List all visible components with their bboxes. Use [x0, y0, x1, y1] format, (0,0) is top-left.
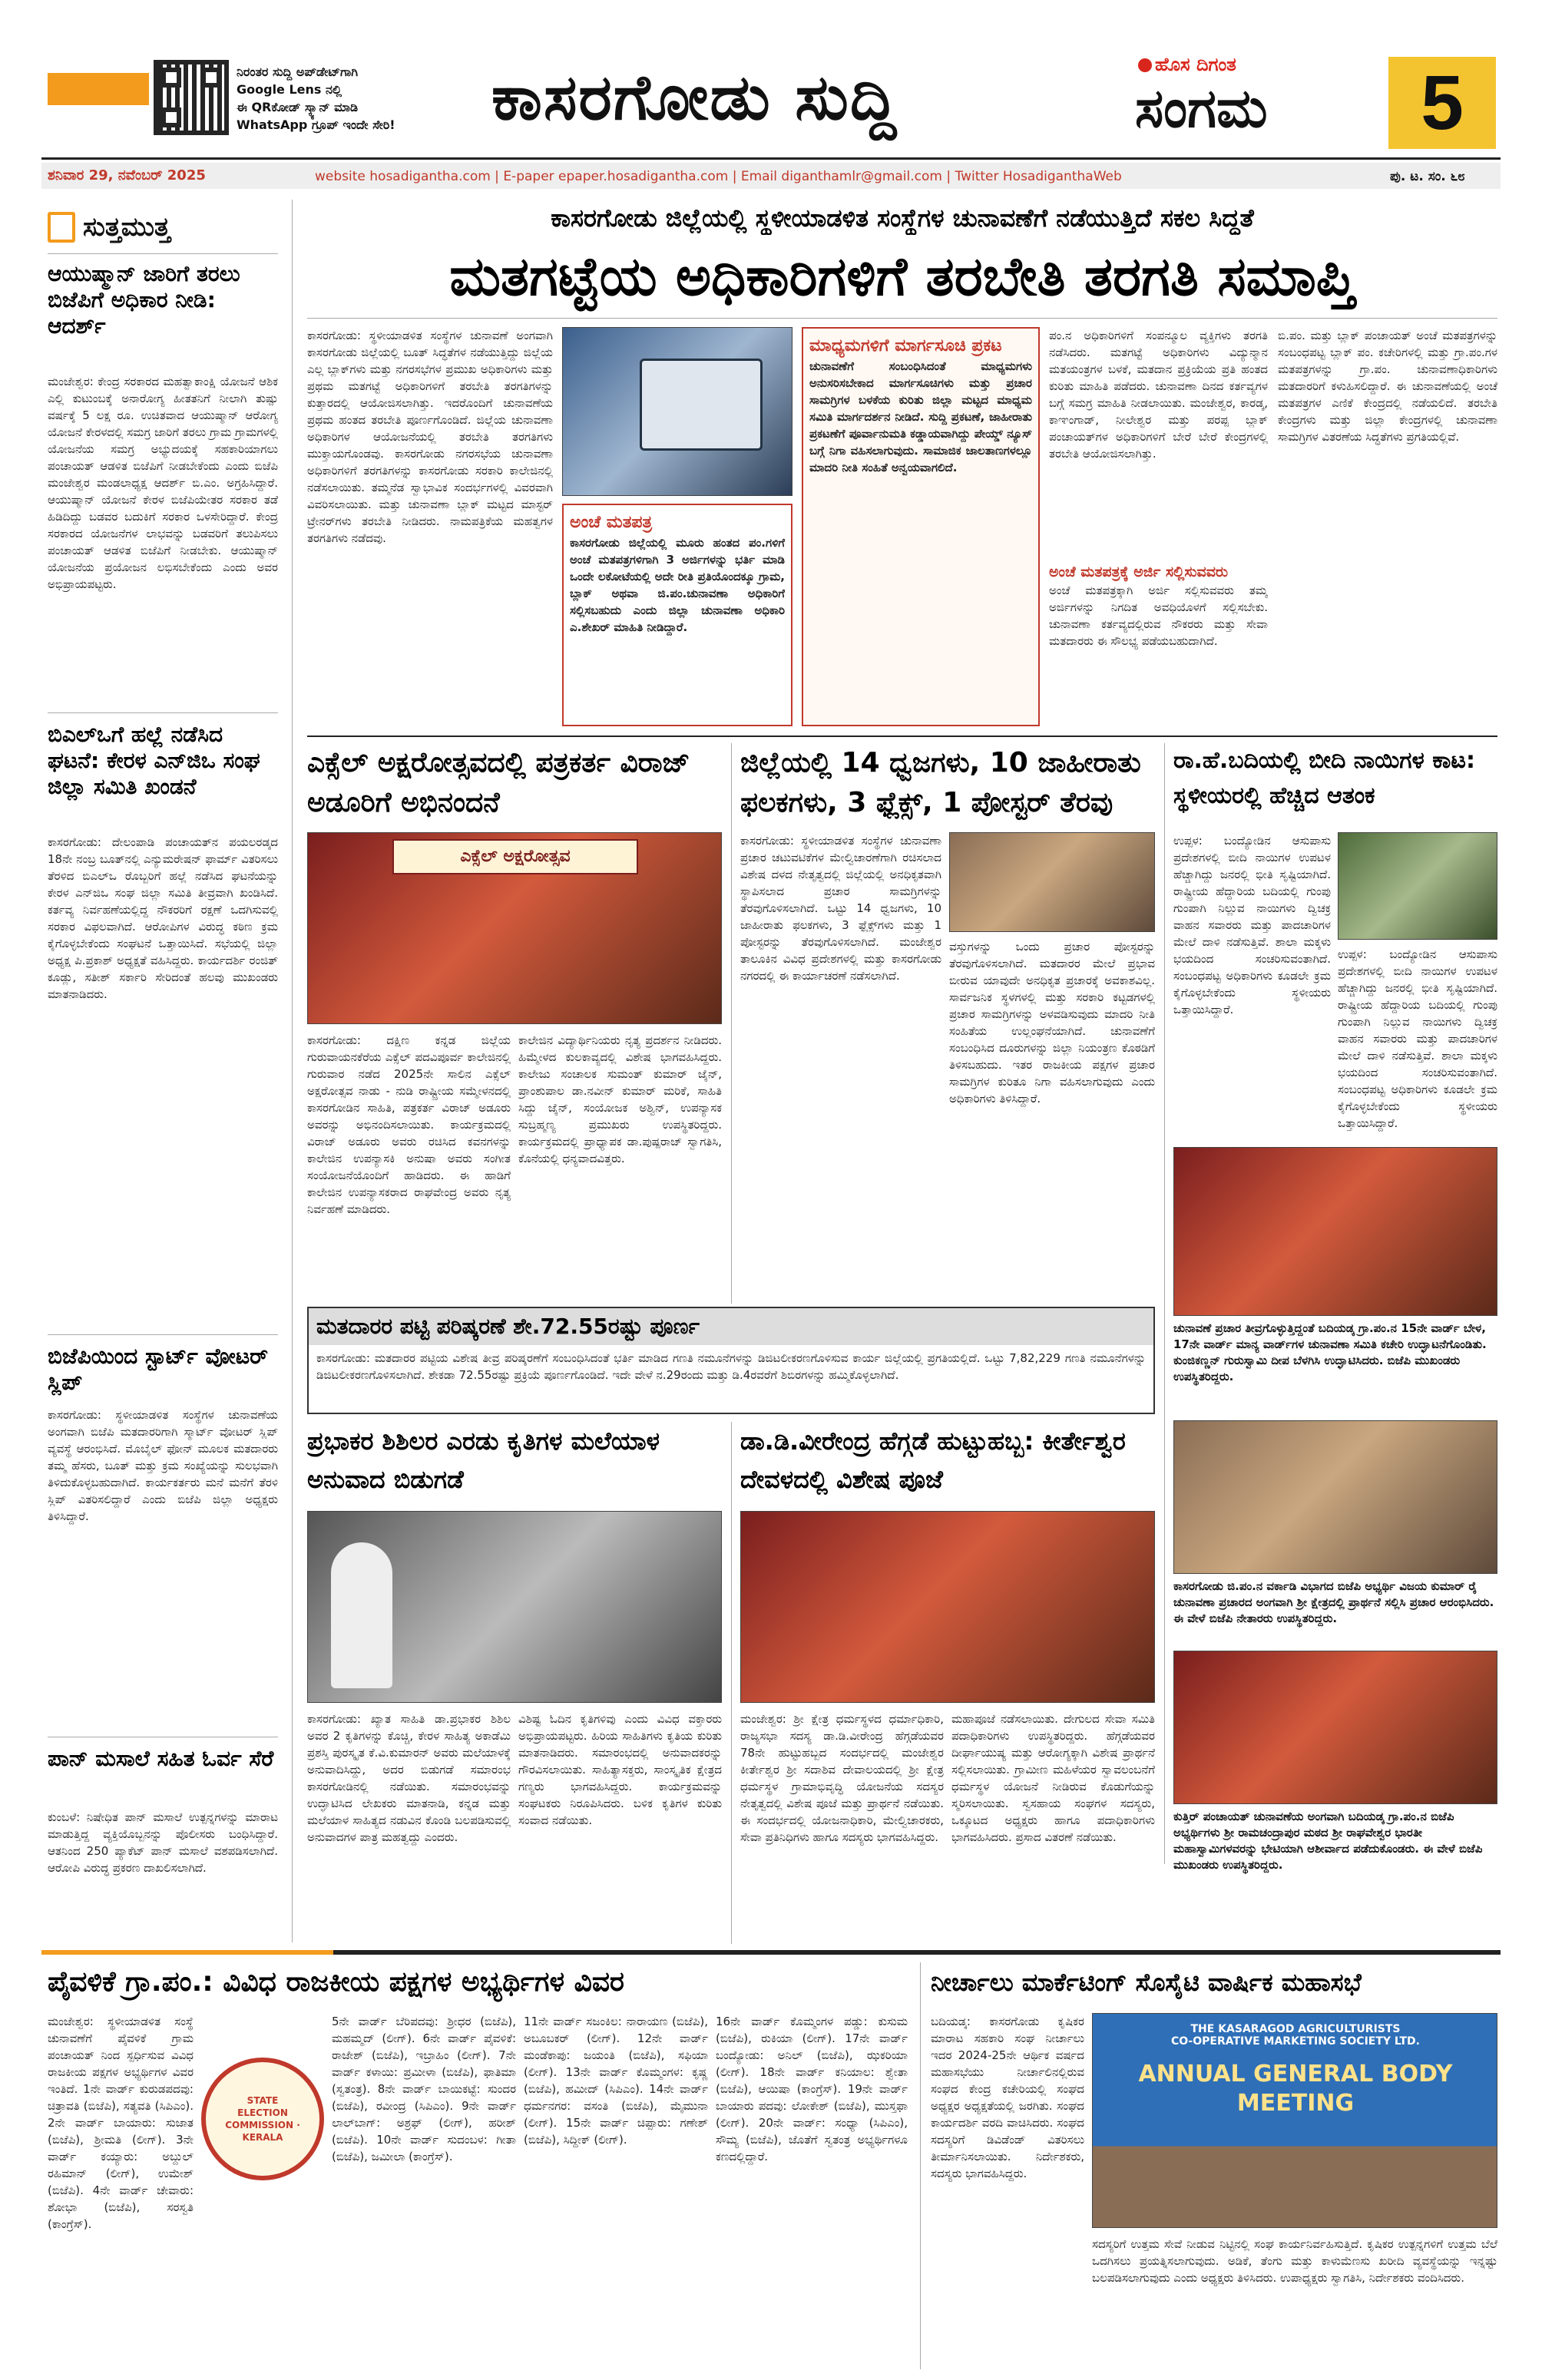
section-label-text: ಸುತ್ತಮುತ್ತ	[83, 212, 170, 243]
story-body: ಕಾಲೇಜಿನ ವಿದ್ಯಾರ್ಥಿನಿಯರು ನೃತ್ಯ ಪ್ರದರ್ಶನ ನೀಡಿದರು. ಹಿಮ್ಮೇಳದ ಕುಲಕಾವ್ಯದಲ್ಲಿ ವಿಶೇಷ ಭಾಗವಹಿಸಿದ್ದರು. ಕಾಲೇಜು ಸಂಚಾಲಕ ಸುಮಂತ್ ಕುಮಾರ್ ಜೈನ್, ಪ್ರಾಂಶುಪಾಲ ಡಾ.ನವೀನ್ ಕುಮಾರ್ ಮರಿಕೆ, ಸಾಹಿತಿ ಸಿದ್ದು ಜೈನ್, ಸಂಯೋಜಕ ಅಶ್ವಿನ್, ಉಪನ್ಯಾಸಕ ಸುಬ್ರಹ್ಮಣ್ಯ ಪ್ರಮುಖರು ಉಪಸ್ಥಿತರಿದ್ದರು. ಕಾರ್ಯಕ್ರಮದಲ್ಲಿ ಪ್ರಾಧ್ಯಾಪಕ ಡಾ.ಪುಷ್ಪರಾಜ್ ಸ್ವಾಗತಿಸಿ, ಕೊನೆಯಲ್ಲಿ ಧನ್ಯವಾದವಿತ್ತರು.	[518, 1033, 722, 1165]
story-headline: ಜಿಲ್ಲೆಯಲ್ಲಿ 14 ಧ್ವಜಗಳು, 10 ಜಾಹೀರಾತು ಫಲಕಗಳು, 3 ಫ್ಲೆಕ್ಸ್, 1 ಪೋಸ್ಟರ್ ತೆರವು	[740, 747, 1141, 818]
award-photo	[307, 832, 722, 1024]
story-headline: ಆಯುಷ್ಮಾನ್ ಜಾರಿಗೆ ತರಲು ಬಿಜೆಪಿಗೆ ಅಧಿಕಾರ ನೀಡಿ: ಆದರ್ಶ್	[48, 261, 240, 339]
story-headline: ಎಕ್ಸೆಲ್ ಅಕ್ಷರೋತ್ಸವದಲ್ಲಿ ಪತ್ರಕರ್ತ ವಿರಾಜ್ ಅಡೂರಿಗೆ ಅಭಿನಂದನೆ	[307, 747, 690, 818]
book-icon	[48, 212, 75, 243]
column-divider	[731, 1422, 732, 1944]
postal-applicants-box	[1049, 562, 1268, 726]
story-body: ಮಂಜೇಶ್ವರ: ಕೇಂದ್ರ ಸರಕಾರದ ಮಹತ್ವಾಕಾಂಕ್ಷಿ ಯೋಜನೆ ಆಶಿಕ ಎಲ್ಲಿ ಕುಟುಂಬಕ್ಕೆ ಅನಾರೋಗ್ಯ ಹೀತತನಿಗೆ ನೀಲಾಗಿ ತುಷ್ಪು ವರ್ಷಕ್ಕೆ 5 ಲಕ್ಷ ರೂ. ಉಚಿತವಾದ ಆಯುಷ್ಮಾನ್ ಆರೋಗ್ಯ ಯೋಜನೆ ಕೇರಳದಲ್ಲಿ ಸಮಗ್ರ ಜಾರಿಗೆ ತರಲು ಗ್ರಾಮ ಗ್ರಾಮಗಳಲ್ಲಿ ಯೋಜನೆಯ ಸಮಗ್ರ ಅಭ್ಯುದಯಕ್ಕೆ ಸಹಕಾರಿಯಾಗಲು ಪಂಚಾಯತ್ ಆಡಳಿತ ಬಿಜೆಪಿಗೆ ನೀಡಬೇಕೆಂದು ಎಂದು ಬಿಜೆಪಿ ಮಂಜೇಶ್ವರ ಮಂಡಲಾಧ್ಯಕ್ಷ ಆದರ್ಶ್ ಬಿ.ಎಂ. ಅಗ್ರಹಿಸಿದ್ದಾರೆ. ಆಯುಷ್ಮಾನ್ ಯೋಜನೆ ಕೇರಳ ಬಿಜೆಪಿಯೇತರ ಸರಕಾರ ತಡೆ ಹಿಡಿದಿದ್ದು ಬಡವರ ಬದುಕಿಗೆ ಸರಕಾರ ಒಳಸೇರಿದ್ದಾರೆ. ಕೇಂದ್ರ ಸರಕಾರದ ಯೋಜನೆಗಳ ಲಾಭವನ್ನು ಬಡವರಿಗೆ ತಲುಪಿಸಲು ಪಂಚಾಯತ್ ಆಡಳಿತ ಬಿಜೆಪಿಗೆ ನೀಡಬೇಕು. ಆಯುಷ್ಮಾನ್ ಯೋಜನೆಯ ಪ್ರಯೋಜನ ಲಭಿಸಬೇಕೆಂದು ಎಂದು ಅವರ ಅಭಿಪ್ರಾಯಪಟ್ಟರು.	[48, 375, 278, 591]
box-title: ಅಂಚೆ ಮತಪತ್ರಕ್ಕೆ ಅರ್ಜಿ ಸಲ್ಲಿಸುವವರು	[1049, 564, 1229, 580]
box-title: ಮಾಧ್ಯಮಗಳಿಗೆ ಮಾರ್ಗಸೂಚಿ ಪ್ರಕಟ	[809, 336, 1002, 355]
story-body: ಉಪ್ಪಳ: ಬಂದ್ಯೋಡಿನ ಆಸುಪಾಸು ಪ್ರದೇಶಗಳಲ್ಲಿ ಬೀದಿ ನಾಯಿಗಳ ಉಪಟಳ ಹೆಚ್ಚಾಗಿದ್ದು ಜನರಲ್ಲಿ ಭೀತಿ ಸೃಷ್ಟಿಯಾಗಿದೆ. ರಾಷ್ಟ್ರೀಯ ಹೆದ್ದಾರಿಯ ಬದಿಯಲ್ಲಿ ಗುಂಪು ಗುಂಪಾಗಿ ನಿಲ್ಲುವ ನಾಯಿಗಳು ದ್ವಿಚಕ್ರ ವಾಹನ ಸವಾರರು ಮತ್ತು ಪಾದಚಾರಿಗಳ ಮೇಲೆ ದಾಳಿ ನಡೆಸುತ್ತಿವೆ. ಶಾಲಾ ಮಕ್ಕಳು ಭಯದಿಂದ ಸಂಚರಿಸುವಂತಾಗಿದೆ. ಸಂಬಂಧಪಟ್ಟ ಅಧಿಕಾರಿಗಳು ಕೂಡಲೇ ಕ್ರಮ ಕೈಗೊಳ್ಳಬೇಕೆಂದು ಸ್ಥಳೀಯರು ಒತ್ತಾಯಿಸಿದ್ದಾರೆ.	[1173, 834, 1331, 1016]
section-label	[48, 207, 278, 247]
photo-caption: ಚುನಾವಣೆ ಪ್ರಚಾರ ತೀವ್ರಗೊಳ್ಳುತ್ತಿದ್ದಂತೆ ಬದಿಯಡ್ಕ ಗ್ರಾ.ಪಂ.ನ 15ನೇ ವಾರ್ಡ್ ಬೇಳ, 17ನೇ ವಾರ್ಡ್ ಮಾನ್ಯ ವಾರ್ಡ್‌ಗಳ ಚುನಾವಣಾ ಸಮಿತಿ ಕಚೇರಿ ಉದ್ಘಾಟನೆಗೊಂಡಿತು. ಕುಂಜಿಕಣ್ಣನ್ ಗುರುಸ್ವಾಮಿ ದೀಪ ಬೆಳಗಿಸಿ ಉದ್ಘಾಟಿಸಿದರು. ಬಿಜೆಪಿ ಮುಖಂಡರು ಉಪಸ್ಥಿತರಿದ್ದರು.	[1173, 1321, 1487, 1383]
event-banner	[392, 839, 638, 874]
evm-photo	[562, 327, 793, 496]
box-body: ಚುನಾವಣೆಗೆ ಸಂಬಂಧಿಸಿದಂತೆ ಮಾಧ್ಯಮಗಳು ಅನುಸರಿಸಬೇಕಾದ ಮಾರ್ಗಸೂಚಿಗಳು ಮತ್ತು ಪ್ರಚಾರ ಸಾಮಗ್ರಿಗಳ ಬಳಕೆಯ ಕುರಿತು ಜಿಲ್ಲಾ ಮಟ್ಟದ ಮಾಧ್ಯಮ ಸಮಿತಿ ಮಾರ್ಗದರ್ಶನ ನೀಡಿದೆ. ಸುದ್ದಿ ಪ್ರಕಟಣೆ, ಜಾಹೀರಾತು ಪ್ರಕಟಣೆಗೆ ಪೂರ್ವಾನುಮತಿ ಕಡ್ಡಾಯವಾಗಿದ್ದು ಪೇಯ್ಡ್ ನ್ಯೂಸ್ ಬಗ್ಗೆ ನಿಗಾ ವಹಿಸಲಾಗುವುದು. ಸಾಮಾಜಿಕ ಜಾಲತಾಣಗಳಲ್ಲೂ ಮಾದರಿ ನೀತಿ ಸಂಹಿತೆ ಅನ್ವಯವಾಗಲಿದೆ.	[809, 359, 1032, 474]
postal-ballot-box	[562, 504, 793, 726]
election-commission-seal	[201, 2058, 324, 2180]
seal-text: STATE ELECTION COMMISSION · KERALA	[225, 2095, 300, 2143]
story-headline: ರಾ.ಹೆ.ಬದಿಯಲ್ಲಿ ಬೀದಿ ನಾಯಿಗಳ ಕಾಟ: ಸ್ಥಳೀಯರಲ್ಲಿ ಹೆಚ್ಚಿದ ಆತಂಕ	[1173, 747, 1475, 809]
masthead-orange-block	[48, 73, 149, 105]
temple-photo	[740, 1511, 1155, 1703]
census-body: ಕಾಸರಗೋಡು: ಮತದಾರರ ಪಟ್ಟಿಯ ವಿಶೇಷ ತೀವ್ರ ಪರಿಷ್ಕರಣೆಗೆ ಸಂಬಂಧಿಸಿದಂತೆ ಭರ್ತಿ ಮಾಡಿದ ಗಣತಿ ನಮೂನೆಗಳನ್ನು ಡಿಜಿಟಲೀಕರಣಗೊಳಿಸುವ ಕಾರ್ಯ ಜಿಲ್ಲೆಯಲ್ಲಿ ಪ್ರಗತಿಯಲ್ಲಿದೆ. ಒಟ್ಟು 7,82,229 ಗಣತಿ ನಮೂನೆಗಳನ್ನು ಡಿಜಿಟಲೀಕರಣಗೊಳಿಸಲಾಗಿದೆ. ಶೇಕಡಾ 72.55ರಷ್ಟು ಪ್ರಕ್ರಿಯೆ ಪೂರ್ಣಗೊಂಡಿದೆ. ಇದೇ ವೇಳೆ ನ.29ರಂದು ಮತ್ತು ಡಿ.4ರವರೆಗೆ ಶಿಬಿರಗಳನ್ನು ಹಮ್ಮಿಕೊಳ್ಳಲಾಗಿದೆ.	[316, 1351, 1146, 1382]
story-headline: ಬಿಎಲ್‌ಒಗೆ ಹಲ್ಲೆ ನಡೆಸಿದ ಘಟನೆ: ಕೇರಳ ಎನ್‌ಜಿಒ ಸಂಘ ಜಿಲ್ಲಾ ಸಮಿತಿ ಖಂಡನೆ	[48, 722, 260, 799]
story-body: ಬದಿಯಡ್ಕ: ಕಾಸರಗೋಡು ಕೃಷಿಕರ ಮಾರಾಟ ಸಹಕಾರಿ ಸಂಘ ನೀರ್ಚಾಲು ಇದರ 2024-25ನೇ ಆರ್ಥಿಕ ವರ್ಷದ ಮಹಾಸಭೆಯು ನೀರ್ಚಾಲಿನಲ್ಲಿರುವ ಸಂಘದ ಕೇಂದ್ರ ಕಚೇರಿಯಲ್ಲಿ ಸಂಘದ ಅಧ್ಯಕ್ಷರ ಅಧ್ಯಕ್ಷತೆಯಲ್ಲಿ ಜರಗಿತು. ಸಂಘದ ಕಾರ್ಯದರ್ಶಿ ವರದಿ ವಾಚಿಸಿದರು. ಸಂಘದ ಸದಸ್ಯರಿಗೆ ಡಿವಿಡೆಂಡ್ ವಿತರಿಸಲು ತೀರ್ಮಾನಿಸಲಾಯಿತು. ನಿರ್ದೇಶಕರು, ಸದಸ್ಯರು ಭಾಗವಹಿಸಿದ್ದರು.	[931, 2015, 1084, 2180]
column-divider	[292, 200, 293, 1942]
story-body: ಕಾಸರಗೋಡು: ದೇಲಂಪಾಡಿ ಪಂಚಾಯತ್‌ನ ಪಯಲರಡ್ಕದ 18ನೇ ನಂಬ್ರ ಬೂತ್‌ನಲ್ಲಿ ಎನ್ಯುಮರೇಷನ್ ಫಾರ್ಮ್ ವಿತರಿಸಲು ತೆರಳಿದ ಬಿಎಲ್‌ಒ ರೊಬ್ಬರಿಗೆ ಹಲ್ಲೆ ನಡೆಸಿದ ಘಟನೆಯನ್ನು ಕೇರಳ ಎನ್‌ಜಿಒ ಸಂಘ ಜಿಲ್ಲಾ ಸಮಿತಿ ತೀವ್ರವಾಗಿ ಖಂಡಿಸಿದೆ. ಕರ್ತವ್ಯ ನಿರ್ವಹಣೆಯಲ್ಲಿದ್ದ ನೌಕರರಿಗೆ ರಕ್ಷಣೆ ಒದಗಿಸುವಲ್ಲಿ ಸರಕಾರ ವಿಫಲವಾಗಿದೆ. ಆರೋಪಿಗಳ ವಿರುದ್ಧ ಕಠಿಣ ಕ್ರಮ ಕೈಗೊಳ್ಳಬೇಕೆಂದು ಸಂಘಟನೆ ಒತ್ತಾಯಿಸಿದೆ. ಸಭೆಯಲ್ಲಿ ಜಿಲ್ಲಾ ಅಧ್ಯಕ್ಷ ಪಿ.ಪ್ರಕಾಶ್ ಅಧ್ಯಕ್ಷತೆ ವಹಿಸಿದ್ದರು. ಕಾರ್ಯದರ್ಶಿ ರಂಜಿತ್ ಕೂಡ್ಲು, ಸತೀಶ್ ಸರ್ಕಾರಿ ಸೇರಿದಂತೆ ಹಲವು ಮುಖಂಡರು ಮಾತನಾಡಿದರು.	[48, 835, 278, 1001]
story-body	[1338, 946, 1497, 1139]
story-body: ಕಾಸರಗೋಡು: ದಕ್ಷಿಣ ಕನ್ನಡ ಜಿಲ್ಲೆಯ ಗುರುವಾಯನಕೆರೆಯ ಎಕ್ಸೆಲ್ ಪದವಿಪೂರ್ವ ಕಾಲೇಜಿನಲ್ಲಿ ಗುರುವಾರ ನಡೆದ 2025ನೇ ಸಾಲಿನ ಎಕ್ಸೆಲ್ ಅಕ್ಷರೋತ್ಸವ ನಾಡು - ನುಡಿ ರಾಷ್ಟ್ರೀಯ ಸಮ್ಮೇಳನದಲ್ಲಿ ಕಾಸರಗೋಡಿನ ಸಾಹಿತಿ, ಪತ್ರಕರ್ತ ವಿರಾಜ್ ಅಡೂರು ಅವರನ್ನು ಅಭಿನಂದಿಸಲಾಯಿತು. ಕಾರ್ಯಕ್ರಮದಲ್ಲಿ ವಿರಾಜ್ ಅಡೂರು ಅವರು ರಚಿಸಿದ ಕವನಗಳನ್ನು ಕಾಲೇಜಿನ ಉಪನ್ಯಾಸಕಿ ಅನುಷಾ ಅವರು ಸಂಗೀತ ಸಂಯೋಜನೆಯೊಂದಿಗೆ ಹಾಡಿದರು. ಈ ಹಾಡಿಗೆ ಕಾಲೇಜಿನ ಉಪನ್ಯಾಸಕರಾದ ರಾಘವೇಂದ್ರ ಅವರು ನೃತ್ಯ ನಿರ್ವಹಣೆ ಮಾಡಿದರು.	[307, 1033, 511, 1216]
story-body: ಕಾಸರಗೋಡು: ಖ್ಯಾತ ಸಾಹಿತಿ ಡಾ.ಪ್ರಭಾಕರ ಶಿಶಿಲ ಅವರ 2 ಕೃತಿಗಳನ್ನು ಕೊಚ್ಚಿ, ಕೇರಳ ಸಾಹಿತ್ಯ ಅಕಾಡೆಮಿ ಪ್ರಶಸ್ತಿ ಪುರಸ್ಕೃತ ಕೆ.ವಿ.ಕುಮಾರನ್ ಅವರು ಮಲೆಯಾಳಕ್ಕೆ ಅನುವಾದಿಸಿದ್ದು, ಅದರ ಬಿಡುಗಡೆ ಸಮಾರಂಭ ಕಾಸರಗೋಡಿನಲ್ಲಿ ನಡೆಯಿತು. ಸಮಾರಂಭವನ್ನು ಉದ್ಘಾಟಿಸಿದ ಲೇಖಕರು ಮಾತನಾಡಿ, ಕನ್ನಡ ಮತ್ತು ಮಲೆಯಾಳ ಸಾಹಿತ್ಯದ ನಡುವಿನ ಕೊಂಡಿ ಬಲಪಡಿಸುವಲ್ಲಿ ಅನುವಾದಗಳ ಪಾತ್ರ ಮಹತ್ವದ್ದು ಎಂದರು.	[307, 1712, 511, 1844]
flags-photo	[949, 832, 1155, 932]
story-body: 11ನೇ ವಾರ್ಡ್ ಸಜಂಕಿಲ: ನಾರಾಯಣ (ಬಿಜೆಪಿ), ಅಬೂಬಕರ್ (ಲೀಗ್). 12ನೇ ವಾರ್ಡ್ ಮಂಡೆಕಾಪು: ಜಯಂತಿ (ಬಿಜೆಪಿ), ಸಫಿಯಾ (ಲೀಗ್). 13ನೇ ವಾರ್ಡ್ ಕೊಮ್ಮಂಗಳ: ಕೃಷ್ಣ (ಬಿಜೆಪಿ), ಹಮೀದ್ (ಸಿಪಿಎಂ). 14ನೇ ವಾರ್ಡ್ ಧರ್ಮನಗರ: ವಸಂತಿ (ಬಿಜೆಪಿ), ಮೈಮುನಾ (ಲೀಗ್). 15ನೇ ವಾರ್ಡ್ ಚಿಪ್ಪಾರು: ಗಣೇಶ್ (ಬಿಜೆಪಿ), ಸಿದ್ದೀಕ್ (ಲೀಗ್).	[524, 2015, 708, 2147]
photo-caption: ಕಾಸರಗೋಡು ಜಿ.ಪಂ.ನ ವರ್ಕಾಡಿ ವಿಭಾಗದ ಬಿಜೆಪಿ ಅಭ್ಯರ್ಥಿ ವಿಜಯ ಕುಮಾರ್ ರೈ ಚುನಾವಣಾ ಪ್ರಚಾರದ ಅಂಗವಾಗಿ ಶ್ರೀ ಕ್ಷೇತ್ರದಲ್ಲಿ ಪ್ರಾರ್ಥನೆ ಸಲ್ಲಿಸಿ ಪ್ರಚಾರ ಆರಂಭಿಸಿದರು. ಈ ವೇಳೆ ಬಿಜೆಪಿ ನೇತಾರರು ಉಪಸ್ಥಿತರಿದ್ದರು.	[1173, 1579, 1494, 1625]
evm-machine	[640, 359, 763, 451]
divider	[48, 712, 278, 713]
agm-banner-line: THE KASARAGOD AGRICULTURISTS	[1190, 2023, 1401, 2035]
page-number: 5	[1421, 59, 1464, 146]
divider	[48, 253, 278, 254]
story-body: ವಸ್ತುಗಳನ್ನು ಒಂದು ಪ್ರಚಾರ ಪೋಸ್ಟರನ್ನು ತೆರವುಗೊಳಿಸಲಾಗಿದೆ. ಮತದಾರರ ಮೇಲೆ ಪ್ರಭಾವ ಬೀರುವ ಯಾವುದೇ ಅನಧಿಕೃತ ಪ್ರಚಾರಕ್ಕೆ ಅವಕಾಶವಿಲ್ಲ. ಸಾರ್ವಜನಿಕ ಸ್ಥಳಗಳಲ್ಲಿ ಮತ್ತು ಸರಕಾರಿ ಕಟ್ಟಡಗಳಲ್ಲಿ ಪ್ರಚಾರ ಸಾಮಗ್ರಿಗಳನ್ನು ಅಳವಡಿಸುವುದು ಮಾದರಿ ನೀತಿ ಸಂಹಿತೆಯ ಉಲ್ಲಂಘನೆಯಾಗಿದೆ. ಚುನಾವಣೆಗೆ ಸಂಬಂಧಿಸಿದ ದೂರುಗಳನ್ನು ಜಿಲ್ಲಾ ನಿಯಂತ್ರಣ ಕೊಠಡಿಗೆ ತಿಳಿಸಬಹುದು. ಇತರ ರಾಜಕೀಯ ಪಕ್ಷಗಳ ಪ್ರಚಾರ ಸಾಮಗ್ರಿಗಳ ಕುರಿತೂ ನಿಗಾ ವಹಿಸಲಾಗುವುದು ಎಂದು ಅಧಿಕಾರಿಗಳು ತಿಳಿಸಿದ್ದಾರೆ.	[949, 940, 1155, 1106]
campaign-office-photo	[1173, 1147, 1497, 1316]
story-headline: ಪೈವಳಿಕೆ ಗ್ರಾ.ಪಂ.: ವಿವಿಧ ರಾಜಕೀಯ ಪಕ್ಷಗಳ ಅಭ್ಯರ್ಥಿಗಳ ವಿವರ	[48, 1966, 624, 1998]
story-body: ಕಾಸರಗೋಡು: ಸ್ಥಳೀಯಾಡಳಿತ ಸಂಸ್ಥೆಗಳ ಚುನಾವಣಾ ಪ್ರಚಾರ ಚಟುವಟಿಕೆಗಳ ಮೇಲ್ವಿಚಾರಣೆಗಾಗಿ ರಚಿಸಲಾದ ವಿಶೇಷ ದಳದ ನೇತೃತ್ವದಲ್ಲಿ ಜಿಲ್ಲೆಯಲ್ಲಿ ಅನಧಿಕೃತವಾಗಿ ಸ್ಥಾಪಿಸಲಾದ ಪ್ರಚಾರ ಸಾಮಗ್ರಿಗಳನ್ನು ತೆರವುಗೊಳಿಸಲಾಗಿದೆ. ಒಟ್ಟು 14 ಧ್ವಜಗಳು, 10 ಜಾಹೀರಾತು ಫಲಕಗಳು, 3 ಫ್ಲೆಕ್ಸ್‌ಗಳು ಮತ್ತು 1 ಪೋಸ್ಟರನ್ನು ತೆರವುಗೊಳಿಸಲಾಗಿದೆ. ಮಂಜೇಶ್ವರ ತಾಲೂಕಿನ ವಿವಿಧ ಪ್ರದೇಶಗಳಲ್ಲಿ ಮತ್ತು ಕಾಸರಗೋಡು ನಗರದಲ್ಲಿ ಈ ಕಾರ್ಯಾಚರಣೆ ನಡೆಸಲಾಗಿದೆ.	[740, 834, 941, 983]
story-body: ಕಾಸರಗೋಡು: ಸ್ಥಳೀಯಾಡಳಿತ ಸಂಸ್ಥೆಗಳ ಚುನಾವಣೆಯ ಅಂಗವಾಗಿ ಬಿಜೆಪಿ ಮತದಾರರಿಗಾಗಿ ಸ್ಮಾರ್ಟ್ ವೋಟರ್ ಸ್ಲಿಪ್ ವ್ಯವಸ್ಥೆ ಆರಂಭಿಸಿದೆ. ಮೊಬೈಲ್ ಫೋನ್ ಮೂಲಕ ಮತದಾರರು ತಮ್ಮ ಹೆಸರು, ಬೂತ್ ಮತ್ತು ಕ್ರಮ ಸಂಖ್ಯೆಯನ್ನು ಸುಲಭವಾಗಿ ತಿಳಿದುಕೊಳ್ಳಬಹುದಾಗಿದೆ. ಕಾರ್ಯಕರ್ತರು ಮನೆ ಮನೆಗೆ ತೆರಳಿ ಸ್ಲಿಪ್ ವಿತರಿಸಲಿದ್ದಾರೆ ಎಂದು ಬಿಜೆಪಿ ಜಿಲ್ಲಾ ಅಧ್ಯಕ್ಷರು ತಿಳಿಸಿದ್ದಾರೆ.	[48, 1408, 278, 1523]
story-body: 16ನೇ ವಾರ್ಡ್ ಕೊಮ್ಮಂಗಳ ಪಡ್ಡು: ಕುಸುಮ (ಬಿಜೆಪಿ), ರುಕಿಯಾ (ಲೀಗ್). 17ನೇ ವಾರ್ಡ್ ಬಂದ್ಯೋಡು: ಅನಿಲ್ (ಬಿಜೆಪಿ), ಝಕರಿಯಾ (ಲೀಗ್). 18ನೇ ವಾರ್ಡ್ ಕನಿಯಾಲ: ಶ್ವೇತಾ (ಬಿಜೆಪಿ), ಆಯಿಷಾ (ಕಾಂಗ್ರೆಸ್). 19ನೇ ವಾರ್ಡ್ ಬಾಯಾರು ಪದವು: ಲೋಕೇಶ್ (ಬಿಜೆಪಿ), ಮುಸ್ತಫಾ (ಲೀಗ್). 20ನೇ ವಾರ್ಡ್: ಸಂಧ್ಯಾ (ಸಿಪಿಎಂ), ಸೌಮ್ಯ (ಬಿಜೆಪಿ), ಜೊತೆಗೆ ಸ್ವತಂತ್ರ ಅಭ್ಯರ್ಥಿಗಳೂ ಕಣದಲ್ಲಿದ್ದಾರೆ.	[716, 2015, 908, 2163]
column-divider	[1164, 743, 1165, 1864]
story-headline: ಡಾ.ಡಿ.ವೀರೇಂದ್ರ ಹೆಗ್ಗಡೆ ಹುಟ್ಟುಹಬ್ಬ: ಕೀರ್ತೇಶ್ವರ ದೇವಳದಲ್ಲಿ ವಿಶೇಷ ಪೂಜೆ	[740, 1426, 1126, 1494]
book-release-photo	[307, 1511, 722, 1703]
speaker-figure	[331, 1542, 392, 1688]
swamiji-visit-photo	[1173, 1651, 1497, 1804]
masthead-rule	[41, 157, 1501, 160]
divider	[48, 1334, 278, 1335]
masthead-title: ಕಾಸರಗೋಡು ಸುದ್ದಿ	[491, 61, 898, 134]
masthead-date: ಶನಿವಾರ 29, ನವೆಂಬರ್ 2025	[48, 167, 206, 183]
census-headline: ಮತದಾರರ ಪಟ್ಟಿ ಪರಿಷ್ಕರಣೆ ಶೇ.72.55ರಷ್ಟು ಪೂರ್ಣ	[309, 1308, 1153, 1345]
qr-note-line: ನಿರಂತರ ಸುದ್ದಿ ಅಪ್‌ಡೇಟ್‌ಗಾಗಿ	[237, 64, 359, 79]
brand-icon	[1138, 58, 1152, 72]
qr-code[interactable]	[154, 60, 229, 135]
agm-banner-line: CO-OPERATIVE MARKETING SOCIETY LTD.	[1170, 2035, 1421, 2048]
brand-name: ಸಂಗಮ	[1135, 76, 1268, 140]
agm-banner-title: ANNUAL GENERAL BODY MEETING	[1138, 2061, 1453, 2117]
lead-body: ಪಂ.ನ ಅಧಿಕಾರಿಗಳಿಗೆ ಸಂಪನ್ಮೂಲ ವ್ಯಕ್ತಿಗಳು ತರಗತಿ ನಡೆಸಿದರು. ಮತಗಟ್ಟೆ ಅಧಿಕಾರಿಗಳು ವಿದ್ಯುನ್ಮಾನ ಮತಯಂತ್ರಗಳ ಬಳಕೆ, ಮತದಾನ ಪ್ರಕ್ರಿಯೆಯ ಪ್ರತಿ ಹಂತದ ಕುರಿತು ಮಾಹಿತಿ ಪಡೆದರು. ಚುನಾವಣಾ ದಿನದ ಕರ್ತವ್ಯಗಳ ಬಗ್ಗೆ ಸಮಗ್ರ ಮಾಹಿತಿ ನೀಡಲಾಯಿತು. ಮಂಜೇಶ್ವರ, ಕಾರಡ್ಕ, ಕಾಞಂಗಾಡ್, ನೀಲೇಶ್ವರ ಮತ್ತು ಪರಪ್ಪ ಬ್ಲಾಕ್ ಪಂಚಾಯತ್‌ಗಳ ಅಧಿಕಾರಿಗಳಿಗೆ ಬೇರೆ ಬೇರೆ ಕೇಂದ್ರಗಳಲ್ಲಿ ತರಬೇತಿ ಆಯೋಜಿಸಲಾಗಿತ್ತು.	[1049, 329, 1268, 461]
media-guidelines-box	[802, 327, 1040, 726]
story-body: ಮಹಾಪೂಜೆ ನಡೆಸಲಾಯಿತು. ದೇಗುಲದ ಸೇವಾ ಸಮಿತಿ ಪದಾಧಿಕಾರಿಗಳು ಉಪಸ್ಥಿತರಿದ್ದರು. ಹೆಗ್ಗಡೆಯವರ ದೀರ್ಘಾಯುಷ್ಯ ಮತ್ತು ಆರೋಗ್ಯಕ್ಕಾಗಿ ವಿಶೇಷ ಪ್ರಾರ್ಥನೆ ಸಲ್ಲಿಸಲಾಯಿತು. ಗ್ರಾಮೀಣ ಮಹಿಳೆಯರ ಸ್ವಾವಲಂಬನೆಗೆ ಧರ್ಮಸ್ಥಳ ಯೋಜನೆ ನೀಡಿರುವ ಕೊಡುಗೆಯನ್ನು ಸ್ಮರಿಸಲಾಯಿತು. ಸ್ವಸಹಾಯ ಸಂಘಗಳ ಸದಸ್ಯರು, ಒಕ್ಕೂಟದ ಅಧ್ಯಕ್ಷರು ಹಾಗೂ ಪದಾಧಿಕಾರಿಗಳು ಭಾಗವಹಿಸಿದರು. ಪ್ರಸಾದ ವಿತರಣೆ ನಡೆಯಿತು.	[951, 1712, 1155, 1844]
photo-caption: ಕುತ್ತಿರ್ ಪಂಚಾಯತ್ ಚುನಾವಣೆಯ ಅಂಗವಾಗಿ ಬದಿಯಡ್ಕ ಗ್ರಾ.ಪಂ.ನ ಬಿಜೆಪಿ ಅಭ್ಯರ್ಥಿಗಳು ಶ್ರೀ ರಾಮಚಂದ್ರಾಪುರ ಮಠದ ಶ್ರೀ ರಾಘವೇಶ್ವರ ಭಾರತೀ ಮಹಾಸ್ವಾಮಿಗಳವರನ್ನು ಭೇಟಿಯಾಗಿ ಆಶೀರ್ವಾದ ಪಡೆದುಕೊಂಡರು. ಈ ವೇಳೆ ಬಿಜೆಪಿ ಮುಖಂಡರು ಉಪಸ್ಥಿತರಿದ್ದರು.	[1173, 1810, 1483, 1872]
story-body-cont: ಉಪ್ಪಳ: ಬಂದ್ಯೋಡಿನ ಆಸುಪಾಸು ಪ್ರದೇಶಗಳಲ್ಲಿ ಬೀದಿ ನಾಯಿಗಳ ಉಪಟಳ ಹೆಚ್ಚಾಗಿದ್ದು ಜನರಲ್ಲಿ ಭೀತಿ ಸೃಷ್ಟಿಯಾಗಿದೆ. ರಾಷ್ಟ್ರೀಯ ಹೆದ್ದಾರಿಯ ಬದಿಯಲ್ಲಿ ಗುಂಪು ಗುಂಪಾಗಿ ನಿಲ್ಲುವ ನಾಯಿಗಳು ದ್ವಿಚಕ್ರ ವಾಹನ ಸವಾರರು ಮತ್ತು ಪಾದಚಾರಿಗಳ ಮೇಲೆ ದಾಳಿ ನಡೆಸುತ್ತಿವೆ. ಶಾಲಾ ಮಕ್ಕಳು ಭಯದಿಂದ ಸಂಚರಿಸುವಂತಾಗಿದೆ. ಸಂಬಂಧಪಟ್ಟ ಅಧಿಕಾರಿಗಳು ಕೂಡಲೇ ಕ್ರಮ ಕೈಗೊಳ್ಳಬೇಕೆಂದು ಸ್ಥಳೀಯರು ಒತ್ತಾಯಿಸಿದ್ದಾರೆ.	[1338, 947, 1497, 1130]
stray-dogs-photo	[1338, 832, 1497, 940]
story-body: ಮಂಜೇಶ್ವರ: ಶ್ರೀ ಕ್ಷೇತ್ರ ಧರ್ಮಸ್ಥಳದ ಧರ್ಮಾಧಿಕಾರಿ, ರಾಜ್ಯಸಭಾ ಸದಸ್ಯ ಡಾ.ಡಿ.ವೀರೇಂದ್ರ ಹೆಗ್ಗಡೆಯವರ 78ನೇ ಹುಟ್ಟುಹಬ್ಬದ ಸಂದರ್ಭದಲ್ಲಿ ಮಂಜೇಶ್ವರ ಕೀರ್ತೇಶ್ವರ ಶ್ರೀ ಸದಾಶಿವ ದೇವಾಲಯದಲ್ಲಿ ಶ್ರೀ ಕ್ಷೇತ್ರ ಧರ್ಮಸ್ಥಳ ಗ್ರಾಮಾಭಿವೃದ್ಧಿ ಯೋಜನೆಯ ಸದಸ್ಯರ ನೇತೃತ್ವದಲ್ಲಿ ವಿಶೇಷ ಪೂಜೆ ಮತ್ತು ಪ್ರಾರ್ಥನೆ ನಡೆಯಿತು. ಈ ಸಂದರ್ಭದಲ್ಲಿ ಯೋಜನಾಧಿಕಾರಿ, ಮೇಲ್ವಿಚಾರಕರು, ಸೇವಾ ಪ್ರತಿನಿಧಿಗಳು ಹಾಗೂ ಸದಸ್ಯರು ಭಾಗವಹಿಸಿದ್ದರು.	[740, 1712, 944, 1844]
story-body: 5ನೇ ವಾರ್ಡ್ ಬೆರಿಪದವು: ಶ್ರೀಧರ (ಬಿಜೆಪಿ), ಮಹಮ್ಮದ್ (ಲೀಗ್). 6ನೇ ವಾರ್ಡ್ ಪೈವಳಿಕೆ: ರಾಜೇಶ್ (ಬಿಜೆಪಿ), ಇಬ್ರಾಹಿಂ (ಲೀಗ್). 7ನೇ ವಾರ್ಡ್ ಕಳಾಯಿ: ಪ್ರಮೀಳಾ (ಬಿಜೆಪಿ), ಫಾತಿಮಾ (ಸ್ವತಂತ್ರ). 8ನೇ ವಾರ್ಡ್ ಬಾಯಿಕಟ್ಟೆ: ಸುಂದರ (ಬಿಜೆಪಿ), ರವೀಂದ್ರ (ಸಿಪಿಎಂ). 9ನೇ ವಾರ್ಡ್ ಲಾಲ್‌ಬಾಗ್: ಅಶ್ರಫ್ (ಲೀಗ್), ಹರೀಶ್ (ಬಿಜೆಪಿ). 10ನೇ ವಾರ್ಡ್ ಸುದಂಬಳ: ಗೀತಾ (ಬಿಜೆಪಿ), ಜಮೀಲಾ (ಕಾಂಗ್ರೆಸ್).	[332, 2015, 516, 2163]
event-banner-text: ಎಕ್ಸೆಲ್ ಅಕ್ಷರೋತ್ಸವ	[460, 847, 571, 866]
brand-small-text: ಹೊಸ ದಿಗಂತ	[1155, 54, 1236, 75]
qr-note-line: Google Lens ನಲ್ಲಿ	[237, 82, 342, 97]
divider	[307, 735, 1497, 737]
column-divider	[920, 1962, 921, 2369]
story-body: ಮಂಜೇಶ್ವರ: ಸ್ಥಳೀಯಾಡಳಿತ ಸಂಸ್ಥೆ ಚುನಾವಣೆಗೆ ಪೈವಳಿಕೆ ಗ್ರಾಮ ಪಂಚಾಯತ್ ನಿಂದ ಸ್ಪರ್ಧಿಸುವ ವಿವಿಧ ರಾಜಕೀಯ ಪಕ್ಷಗಳ ಅಭ್ಯರ್ಥಿಗಳ ವಿವರ ಇಂತಿದೆ. 1ನೇ ವಾರ್ಡ್ ಕುರುಡಪದವು: ಚಿತ್ರಾವತಿ (ಬಿಜೆಪಿ), ಸತ್ಯವತಿ (ಸಿಪಿಎಂ). 2ನೇ ವಾರ್ಡ್ ಬಾಯಾರು: ಸುಜಾತ (ಬಿಜೆಪಿ), ಶ್ರೀಮತಿ (ಲೀಗ್). 3ನೇ ವಾರ್ಡ್ ಕಯ್ಯಾರು: ಅಬ್ದುಲ್ ರಹಿಮಾನ್ (ಲೀಗ್), ಉಮೇಶ್ (ಬಿಜೆಪಿ). 4ನೇ ವಾರ್ಡ್ ಚೇವಾರು: ಶೋಭಾ (ಬಿಜೆಪಿ), ಸರಸ್ವತಿ (ಕಾಂಗ್ರೆಸ್).	[48, 2015, 194, 2231]
qr-note-line: ಈ QRಕೋಡ್ ಸ್ಕ್ಯಾನ್ ಮಾಡಿ	[237, 100, 359, 114]
divider	[307, 318, 1497, 319]
agm-photo	[1092, 2013, 1497, 2228]
story-headline: ನೀರ್ಚಾಲು ಮಾರ್ಕೆಟಿಂಗ್ ಸೊಸೈಟಿ ವಾರ್ಷಿಕ ಮಹಾಸಭೆ	[931, 1968, 1362, 1997]
qr-note	[237, 63, 467, 134]
candidate-prayer-photo	[1173, 1420, 1497, 1574]
lead-kicker: ಕಾಸರಗೋಡು ಜಿಲ್ಲೆಯಲ್ಲಿ ಸ್ಥಳೀಯಾಡಳಿತ ಸಂಸ್ಥೆಗಳ ಚುನಾವಣೆಗೆ ನಡೆಯುತ್ತಿದೆ ಸಕಲ ಸಿದ್ಧತೆ	[551, 203, 1254, 233]
masthead-links[interactable]: website hosadigantha.com | E-paper epaper.hosadigantha.com | Email diganthamlr@gmail.com | Twitter HosadiganthaWeb	[315, 169, 1122, 184]
edition-code: ಪು. ಟ. ಸಂ. ೬೮	[1390, 169, 1465, 184]
story-body: ಸದಸ್ಯರಿಗೆ ಉತ್ತಮ ಸೇವೆ ನೀಡುವ ನಿಟ್ಟಿನಲ್ಲಿ ಸಂಘ ಕಾರ್ಯನಿರ್ವಹಿಸುತ್ತಿದೆ. ಕೃಷಿಕರ ಉತ್ಪನ್ನಗಳಿಗೆ ಉತ್ತಮ ಬೆಲೆ ಒದಗಿಸಲು ಪ್ರಯತ್ನಿಸಲಾಗುವುದು. ಅಡಿಕೆ, ತೆಂಗು ಮತ್ತು ಕಾಳುಮೆಣಸು ಖರೀದಿ ವ್ಯವಸ್ಥೆಯನ್ನು ಇನ್ನಷ್ಟು ಬಲಪಡಿಸಲಾಗುವುದು ಎಂದು ಅಧ್ಯಕ್ಷರು ತಿಳಿಸಿದರು. ಉಪಾಧ್ಯಕ್ಷರು ಸ್ವಾಗತಿಸಿ, ನಿರ್ದೇಶಕರು ವಂದಿಸಿದರು.	[1092, 2237, 1497, 2285]
bottom-separator	[41, 1950, 1501, 1955]
page-number-box	[1388, 57, 1496, 149]
box-title: ಅಂಚೆ ಮತಪತ್ರ	[570, 513, 653, 532]
qr-note-line: WhatsApp ಗ್ರೂಪ್ ಇಂದೇ ಸೇರಿ!	[237, 117, 395, 132]
box-body: ಅಂಚೆ ಮತಪತ್ರಕ್ಕಾಗಿ ಅರ್ಜಿ ಸಲ್ಲಿಸುವವರು ತಮ್ಮ ಅರ್ಜಿಗಳನ್ನು ನಿಗದಿತ ಅವಧಿಯೊಳಗೆ ಸಲ್ಲಿಸಬೇಕು. ಚುನಾವಣಾ ಕರ್ತವ್ಯದಲ್ಲಿರುವ ನೌಕರರು ಮತ್ತು ಸೇವಾ ಮತದಾರರು ಈ ಸೌಲಭ್ಯ ಪಡೆಯಬಹುದಾಗಿದೆ.	[1049, 583, 1268, 648]
story-headline: ಬಿಜೆಪಿಯಿಂದ ಸ್ಟಾರ್ಟ್ ವೋಟರ್‌ ಸ್ಲಿಪ್	[48, 1344, 268, 1395]
lead-body: ಕಾಸರಗೋಡು: ಸ್ಥಳೀಯಾಡಳಿತ ಸಂಸ್ಥೆಗಳ ಚುನಾವಣೆ ಅಂಗವಾಗಿ ಕಾಸರಗೋಡು ಜಿಲ್ಲೆಯಲ್ಲಿ ಬೂತ್ ಸಿದ್ಧತೆಗಳ ನಡೆಯುತ್ತಿದ್ದು ಜಿಲ್ಲೆಯ ಎಲ್ಲ ಬ್ಲಾಕ್‌ಗಳು ಮತ್ತು ನಗರಸಭೆಗಳ ಪ್ರಮುಖ ಅಧಿಕಾರಿಗಳು ಮತ್ತು ಪ್ರಥಮ ಮತಗಟ್ಟೆ ಅಧಿಕಾರಿಗಳಿಗೆ ತರಬೇತಿ ತರಗತಿಗಳನ್ನು ಕುತ್ತಾರದಲ್ಲಿ ಆಯೋಜಿಸಲಾಗಿತ್ತು. ಇದರೊಂದಿಗೆ ಚುನಾವಣೆಯ ಪ್ರಥಮ ಹಂತದ ತರಬೇತಿ ಪೂರ್ಣಗೊಂಡಿದೆ. ಜಿಲ್ಲೆಯ ಚುನಾವಣಾ ಅಧಿಕಾರಿಗಳ ಆಯೋಜನೆಯಲ್ಲಿ ತರಬೇತಿ ತರಗತಿಗಳು ಮುಕ್ತಾಯಗೊಂಡವು. ಕಾಸರಗೋಡು ನಗರಸಭೆಯ ಚುನಾವಣಾ ಅಧಿಕಾರಿಗಳಿಗೆ ತರಗತಿಗಳನ್ನು ಕಾಸರಗೋಡು ಸರಕಾರಿ ಕಾಲೇಜಿನಲ್ಲಿ ನಡೆಸಲಾಯಿತು. ತಮ್ಮನೆಡ ಸ್ವಾಭಾವಿಕ ಸಂದರ್ಭಗಳಲ್ಲಿ ವಿವರವಾಗಿ ವಿವರಿಸಲಾಯಿತು. ಮತ್ತು ಚುನಾವಣಾ ಬ್ಲಾಕ್ ಮಟ್ಟದ ಮಾಸ್ಟರ್ ಟ್ರೇನರ್‌ಗಳು ತರಬೇತಿ ನೀಡಿದರು. ನಾಮಪತ್ರಿಕೆಯ ಮಹತ್ವಗಳ ತರಗತಿಗಳು ನಡೆದವು.	[307, 329, 553, 545]
story-headline: ಪ್ರಭಾಕರ ಶಿಶಿಲರ ಎರಡು ಕೃತಿಗಳ ಮಲೆಯಾಳ ಅನುವಾದ ಬಿಡುಗಡೆ	[307, 1426, 660, 1494]
box-body: ಕಾಸರಗೋಡು ಜಿಲ್ಲೆಯಲ್ಲಿ ಮೂರು ಹಂತದ ಪಂ.ಗಳಿಗೆ ಅಂಚೆ ಮತಪತ್ರಗಳಿಗಾಗಿ 3 ಅರ್ಜಿಗಳನ್ನು ಭರ್ತಿ ಮಾಡಿ ಒಂದೇ ಲಕೋಟೆಯಲ್ಲಿ ಅದೇ ರೀತಿ ಪ್ರತಿಯೊಂದಕ್ಕೂ ಗ್ರಾಮ, ಬ್ಲಾಕ್ ಅಥವಾ ಜಿ.ಪಂ.ಚುನಾವಣಾ ಅಧಿಕಾರಿಗೆ ಸಲ್ಲಿಸಬಹುದು ಎಂದು ಜಿಲ್ಲಾ ಚುನಾವಣಾ ಅಧಿಕಾರಿ ಎ.ಶೇಖರ್ ಮಾಹಿತಿ ನೀಡಿದ್ದಾರೆ.	[570, 536, 785, 634]
story-body: ವಿಶಿಷ್ಟ ಓದಿನ ಕೃತಿಗಳಿವು ಎಂದು ವಿವಿಧ ವಕ್ತಾರರು ಅಭಿಪ್ರಾಯಪಟ್ಟರು. ಹಿರಿಯ ಸಾಹಿತಿಗಳು ಕೃತಿಯ ಕುರಿತು ಮಾತನಾಡಿದರು. ಸಮಾರಂಭದಲ್ಲಿ ಅನುವಾದಕರನ್ನು ಗೌರವಿಸಲಾಯಿತು. ಸಾಹಿತ್ಯಾಸಕ್ತರು, ಸಾಂಸ್ಕೃತಿಕ ಕ್ಷೇತ್ರದ ಗಣ್ಯರು ಭಾಗವಹಿಸಿದ್ದರು. ಕಾರ್ಯಕ್ರಮವನ್ನು ಸಂಘಟಕರು ನಿರೂಪಿಸಿದರು. ಬಳಿಕ ಕೃತಿಗಳ ಕುರಿತು ಸಂವಾದ ನಡೆಯಿತು.	[518, 1712, 722, 1827]
lead-headline: ಮತಗಟ್ಟೆಯ ಅಧಿಕಾರಿಗಳಿಗೆ ತರಬೇತಿ ತರಗತಿ ಸಮಾಪ್ತಿ	[449, 244, 1355, 308]
census-box	[307, 1307, 1155, 1414]
column-divider	[731, 743, 732, 1304]
story-headline: ಪಾನ್ ಮಸಾಲೆ ಸಹಿತ ಓರ್ವ ಸೆರೆ	[48, 1746, 274, 1771]
brand-small	[1138, 54, 1236, 75]
agm-banner	[1108, 2023, 1483, 2118]
lead-body: ಬಿ.ಪಂ. ಮತ್ತು ಬ್ಲಾಕ್ ಪಂಚಾಯತ್ ಅಂಚೆ ಮತಪತ್ರಗಳನ್ನು ಸಂಬಂಧಪಟ್ಟ ಬ್ಲಾಕ್ ಪಂ. ಕಚೇರಿಗಳಲ್ಲಿ ಮತ್ತು ಗ್ರಾ.ಪಂ.ಗಳ ಮತಪತ್ರಗಳನ್ನು ಗ್ರಾ.ಪಂ. ಚುನಾವಣಾಧಿಕಾರಿಗಳು ಮತದಾರರಿಗೆ ಕಳುಹಿಸಲಿದ್ದಾರೆ. ಈ ಚುನಾವಣೆಯಲ್ಲಿ ಅಂಚೆ ಮತಪತ್ರಗಳ ಎಣಿಕೆ ಕೇಂದ್ರದಲ್ಲಿ ನಡೆಯಲಿದೆ. ತರಬೇತಿ ಕೇಂದ್ರಗಳು ಮತ್ತು ಜಿಲ್ಲಾ ಕೇಂದ್ರಗಳಲ್ಲಿ ಚುನಾವಣಾ ಸಾಮಗ್ರಿಗಳ ವಿತರಣೆಯ ಸಿದ್ಧತೆಗಳು ಪ್ರಗತಿಯಲ್ಲಿವೆ.	[1278, 329, 1497, 444]
story-body: ಕುಂಬಳೆ: ನಿಷೇಧಿತ ಪಾನ್ ಮಸಾಲೆ ಉತ್ಪನ್ನಗಳನ್ನು ಮಾರಾಟ ಮಾಡುತ್ತಿದ್ದ ವ್ಯಕ್ತಿಯೊಬ್ಬನನ್ನು ಪೊಲೀಸರು ಬಂಧಿಸಿದ್ದಾರೆ. ಆತನಿಂದ 250 ಪ್ಯಾಕೆಟ್ ಪಾನ್ ಮಸಾಲೆ ವಶಪಡಿಸಲಾಗಿದೆ. ಆರೋಪಿ ವಿರುದ್ಧ ಪ್ರಕರಣ ದಾಖಲಿಸಲಾಗಿದೆ.	[48, 1810, 278, 1875]
